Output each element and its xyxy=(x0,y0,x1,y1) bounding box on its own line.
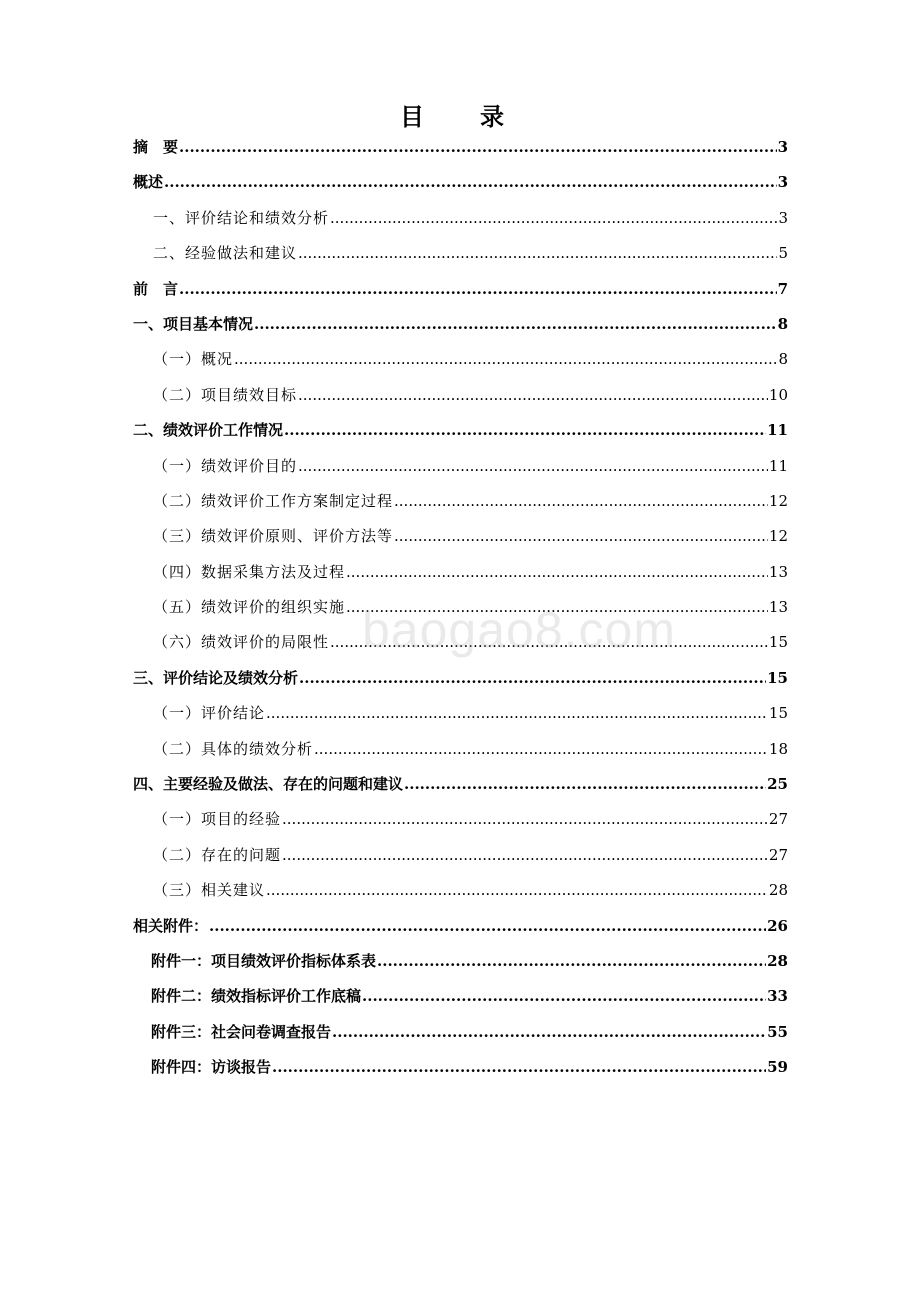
toc-entry-page-number: 8 xyxy=(778,350,788,369)
toc-entry-page-number: 10 xyxy=(768,385,788,404)
toc-entry[interactable] xyxy=(133,979,788,1014)
toc-entry-label: 前 言 xyxy=(133,279,179,298)
toc-entry[interactable] xyxy=(133,201,788,236)
toc-entry-page-number: 27 xyxy=(768,810,788,829)
toc-entry-page-number: 7 xyxy=(777,279,788,298)
toc-entry[interactable] xyxy=(133,732,788,767)
toc-entry[interactable] xyxy=(133,272,788,307)
toc-entry-page-number: 59 xyxy=(767,1058,788,1077)
toc-entry-label: （一）项目的经验 xyxy=(153,810,282,829)
toc-entry-page-number: 12 xyxy=(768,527,788,546)
toc-entry[interactable] xyxy=(133,413,788,448)
toc-dot-leader xyxy=(266,696,768,731)
toc-dot-leader xyxy=(298,378,768,413)
toc-entry-label: （二）项目绩效目标 xyxy=(153,385,298,404)
toc-entry-label: （三）绩效评价原则、评价方法等 xyxy=(153,527,394,546)
toc-entry-page-number: 15 xyxy=(767,668,788,687)
toc-entry[interactable] xyxy=(133,1050,788,1085)
toc-entry[interactable] xyxy=(133,130,788,165)
toc-entry[interactable] xyxy=(133,342,788,377)
toc-entry-label: 二、绩效评价工作情况 xyxy=(133,421,284,440)
toc-entry-label: （一）绩效评价目的 xyxy=(153,456,298,475)
toc-entry[interactable] xyxy=(133,484,788,519)
toc-dot-leader xyxy=(314,732,768,767)
toc-entry[interactable] xyxy=(133,449,788,484)
toc-dot-leader xyxy=(346,555,768,590)
toc-entry-label: （六）绩效评价的局限性 xyxy=(153,633,330,652)
toc-entry-label: 一、评价结论和绩效分析 xyxy=(153,208,330,227)
toc-entry-label: 二、经验做法和建议 xyxy=(153,244,298,263)
toc-entry-page-number: 28 xyxy=(767,951,788,970)
toc-dot-leader xyxy=(394,484,768,519)
toc-entry-label: 附件一：项目绩效评价指标体系表 xyxy=(151,951,377,970)
toc-entry-label: （一）概况 xyxy=(153,350,234,369)
toc-entry[interactable] xyxy=(133,767,788,802)
toc-entry-label: （一）评价结论 xyxy=(153,704,266,723)
toc-entry-page-number: 3 xyxy=(777,138,788,156)
toc-entry[interactable] xyxy=(133,378,788,413)
toc-entry-label: 附件二：绩效指标评价工作底稿 xyxy=(151,987,362,1006)
toc-entry-page-number: 3 xyxy=(778,208,788,227)
toc-entry-label: 摘 要 xyxy=(133,138,179,156)
toc-entry[interactable] xyxy=(133,909,788,944)
toc-entry[interactable] xyxy=(133,944,788,979)
toc-entry-page-number: 15 xyxy=(768,704,788,723)
toc-entry-page-number: 18 xyxy=(768,739,788,758)
toc-entry-page-number: 33 xyxy=(767,987,788,1006)
toc-dot-leader xyxy=(282,802,768,837)
toc-entry[interactable] xyxy=(133,802,788,837)
toc-dot-leader xyxy=(298,449,768,484)
toc-entry[interactable] xyxy=(133,661,788,696)
toc-entry-page-number: 8 xyxy=(777,314,788,333)
toc-entry-label: （五）绩效评价的组织实施 xyxy=(153,598,346,617)
toc-entry-page-number: 12 xyxy=(768,491,788,510)
toc-entry-page-number: 27 xyxy=(768,845,788,864)
toc-entry-label: （二）存在的问题 xyxy=(153,845,282,864)
toc-entry-label: （四）数据采集方法及过程 xyxy=(153,562,346,581)
toc-entry-page-number: 11 xyxy=(768,456,788,475)
toc-entry-label: 三、评价结论及绩效分析 xyxy=(133,668,299,687)
toc-entry-page-number: 11 xyxy=(767,421,788,440)
toc-dot-leader xyxy=(404,767,766,802)
toc-entry[interactable] xyxy=(133,555,788,590)
toc-dot-leader xyxy=(266,873,768,908)
toc-dot-leader xyxy=(179,130,777,165)
toc-entry[interactable] xyxy=(133,696,788,731)
toc-entry-label: 相关附件： xyxy=(133,916,209,935)
toc-entry-page-number: 25 xyxy=(767,775,788,794)
toc-dot-leader xyxy=(179,272,777,307)
toc-dot-leader xyxy=(330,201,777,236)
toc-entry-page-number: 15 xyxy=(768,633,788,652)
toc-dot-leader xyxy=(299,661,766,696)
toc-dot-leader xyxy=(377,944,766,979)
toc-entry[interactable] xyxy=(133,873,788,908)
toc-dot-leader xyxy=(362,979,766,1014)
watermark: baogao8.com xyxy=(362,602,677,658)
toc-entry-page-number: 5 xyxy=(778,244,788,263)
toc-entry[interactable] xyxy=(133,519,788,554)
toc-entry-label: 附件四：访谈报告 xyxy=(151,1058,272,1077)
toc-dot-leader xyxy=(394,519,768,554)
toc-entry-label: 一、项目基本情况 xyxy=(133,314,254,333)
toc-dot-leader xyxy=(332,1015,766,1050)
toc-entry[interactable] xyxy=(133,165,788,200)
toc-dot-leader xyxy=(164,165,777,200)
toc-entry-page-number: 13 xyxy=(768,562,788,581)
toc-dot-leader xyxy=(282,838,768,873)
toc-dot-leader xyxy=(234,342,777,377)
toc-entry[interactable] xyxy=(133,838,788,873)
toc-entry-page-number: 28 xyxy=(768,881,788,900)
toc-title: 目 录 xyxy=(400,102,520,131)
toc-entry[interactable] xyxy=(133,1015,788,1050)
toc-entry[interactable] xyxy=(133,236,788,271)
toc-entry-label: 附件三：社会问卷调查报告 xyxy=(151,1022,332,1041)
toc-entry[interactable] xyxy=(133,307,788,342)
toc-dot-leader xyxy=(298,236,777,271)
toc-dot-leader xyxy=(209,909,766,944)
toc-entry-label: （三）相关建议 xyxy=(153,881,266,900)
toc-entry-label: （二）绩效评价工作方案制定过程 xyxy=(153,491,394,510)
toc-dot-leader xyxy=(272,1050,766,1085)
toc-entry-page-number: 13 xyxy=(768,598,788,617)
toc-entry-label: 四、主要经验及做法、存在的问题和建议 xyxy=(133,775,404,794)
toc-entry-label: （二）具体的绩效分析 xyxy=(153,739,314,758)
toc-entry-page-number: 55 xyxy=(767,1022,788,1041)
toc-dot-leader xyxy=(254,307,777,342)
toc-entry-page-number: 3 xyxy=(777,173,788,192)
toc-entry-page-number: 26 xyxy=(767,916,788,935)
toc-entry-label: 概述 xyxy=(133,173,164,192)
toc-dot-leader xyxy=(284,413,766,448)
